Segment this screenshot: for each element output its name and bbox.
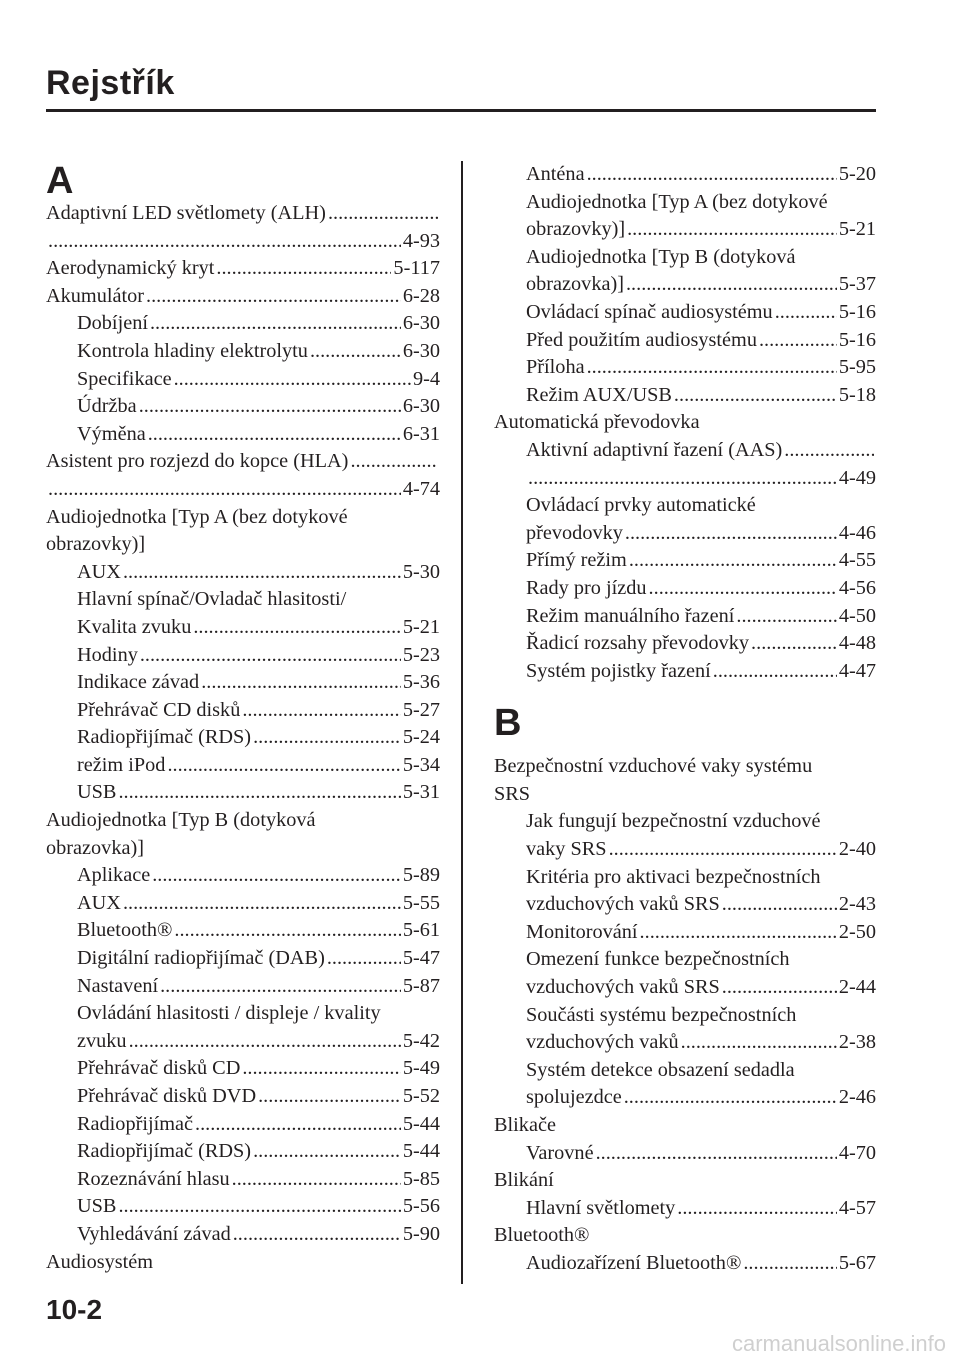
index-subentry [494,1057,876,1085]
dot-leader [751,630,837,658]
index-subentry [46,1166,440,1194]
index-subentry [494,465,876,493]
index-subentry [46,1138,440,1166]
index-subentry [494,437,876,465]
entry-text: Kritéria pro aktivaci bezpečnostních [526,865,821,888]
entry-page-ref: 2-44 [838,976,876,999]
dot-leader [736,603,836,631]
index-subentry [46,973,440,1001]
index-entry-list [46,200,440,1276]
index-subentry [494,658,876,686]
index-entry [46,476,440,504]
index-subentry [494,864,876,892]
entry-text: Audiojednotka [Typ A (bez dotykové [46,505,348,528]
entry-page-ref: 6-28 [402,284,440,307]
entry-page-ref: 6-30 [402,395,440,418]
entry-text: Blikání [494,1169,554,1192]
entry-text: Systém pojistky řazení [526,659,711,682]
entry-text: Přehrávač disků DVD [77,1085,257,1107]
entry-page-ref: 5-85 [402,1167,440,1190]
index-subentry [494,327,876,355]
index-subentry [494,299,876,327]
entry-page-ref: 5-67 [838,1251,876,1274]
entry-text: převodovky [526,521,623,544]
entry-page-ref: 5-16 [838,300,876,323]
index-subentry [494,575,876,603]
dot-leader [713,658,837,686]
index-subentry [46,890,440,918]
entry-text: USB [77,1195,117,1218]
index-entry [46,255,440,283]
entry-page-ref: 5-21 [838,218,876,241]
entry-text: Přehrávač CD disků [77,698,241,721]
dot-leader [258,1083,401,1111]
index-subentry [494,974,876,1002]
entry-text: Režim manuálního řazení [526,604,735,627]
page-number: 10-2 [46,1294,103,1325]
entry-page-ref: 4-48 [838,632,876,655]
dot-leader [232,1166,401,1194]
index-entry-list [494,161,876,685]
index-subentry [494,520,876,548]
entry-page-ref: 5-44 [402,1140,440,1163]
entry-text: obrazovky)] [526,218,626,241]
entry-text: Příloha [526,356,585,379]
entry-text: Údržba [77,395,137,418]
index-subentry [494,189,876,217]
index-subentry [46,421,440,449]
index-entry-list [494,753,876,1277]
entry-page-ref: 5-21 [402,615,440,638]
entry-text: obrazovka)] [526,273,624,296]
index-subentry [46,614,440,642]
entry-page-ref: 5-16 [838,328,876,351]
entry-text: Rozeznávání hlasu [77,1167,230,1190]
dot-leader [118,779,400,807]
index-entry [46,531,440,559]
index-subentry [46,1028,440,1056]
entry-page-ref: 5-34 [402,753,440,776]
index-subentry [494,1029,876,1057]
entry-text: Ovládací prvky automatické [526,494,756,517]
index-column-right [494,161,876,1278]
entry-text: Kontrola hladiny elektrolytu [77,339,308,362]
entry-page-ref: 4-55 [838,549,876,572]
entry-text: Specifikace [77,367,172,390]
dot-leader [627,216,837,244]
entry-page-ref: 6-30 [402,339,440,362]
dot-leader [626,271,837,299]
index-entry [46,807,440,835]
index-subentry [46,366,440,394]
entry-page-ref: 4-70 [838,1141,876,1164]
header-rule [46,109,876,112]
dot-leader [629,547,837,575]
entry-page-ref: 5-30 [402,560,440,583]
entry-text: Nastavení [77,974,159,997]
dot-leader [48,476,401,504]
index-subentry [494,603,876,631]
dot-leader [784,437,874,465]
index-subentry [46,338,440,366]
entry-page-ref: 5-27 [402,698,440,721]
entry-text: vzduchových vaků SRS [526,893,720,916]
dot-leader [624,1084,837,1112]
entry-text: Řadicí rozsahy převodovky [526,632,750,655]
dot-leader [160,973,401,1001]
dot-leader [722,891,837,919]
entry-page-ref: 5-90 [402,1222,440,1245]
dot-leader [48,228,401,256]
dot-leader [649,575,837,603]
entry-text: Blikače [494,1114,556,1136]
entry-page-ref: 2-46 [838,1086,876,1109]
entry-page-ref: 4-46 [838,521,876,544]
dot-leader [327,945,401,973]
entry-page-ref: 5-89 [402,864,440,887]
index-subentry [46,559,440,587]
entry-page-ref: 4-50 [838,604,876,627]
dot-leader [596,1140,837,1168]
entry-page-ref: 9-4 [412,367,440,390]
entry-text: Audiojednotka [Typ B (dotyková [46,809,316,832]
entry-text: AUX [77,560,121,583]
dot-leader [253,1138,401,1166]
entry-text: Režim AUX/USB [526,383,672,406]
dot-leader [150,310,401,338]
index-subentry [494,1250,876,1278]
section-letter-a: A [46,160,74,202]
entry-page-ref: 2-43 [838,893,876,916]
index-subentry [46,862,440,890]
dot-leader [587,161,837,189]
index-subentry [46,779,440,807]
entry-page-ref: 4-47 [838,659,876,682]
dot-leader [201,669,401,697]
entry-page-ref: 5-44 [402,1112,440,1135]
index-subentry [46,1221,440,1249]
index-entry [46,283,440,311]
entry-page-ref: 2-40 [838,838,876,861]
index-entry [494,1222,876,1250]
entry-text: Omezení funkce bezpečnostních [526,948,790,971]
entry-text: Adaptivní LED světlomety (ALH) [46,202,326,224]
entry-text: Hlavní světlomety [526,1196,676,1219]
dot-leader [140,642,401,670]
entry-text: Výměna [77,422,146,445]
index-entry [46,835,440,863]
entry-page-ref: 6-31 [402,422,440,445]
dot-leader [123,559,401,587]
index-subentry [494,630,876,658]
dot-leader [139,393,401,421]
index-subentry [46,945,440,973]
entry-text: Kvalita zvuku [77,615,192,638]
dot-leader [328,200,438,228]
index-subentry [494,1195,876,1223]
entry-text: Přehrávač disků CD [77,1057,241,1080]
entry-text: Hlavní spínač/Ovladač hlasitosti/ [77,588,347,611]
index-subentry [494,1084,876,1112]
entry-text: obrazovka)] [46,836,144,859]
index-subentry [46,697,440,725]
entry-page-ref: 5-23 [402,643,440,666]
dot-leader [681,1029,837,1057]
index-subentry [494,891,876,919]
index-subentry [46,393,440,421]
index-subentry [494,1002,876,1030]
entry-text: vzduchových vaků [526,1031,679,1054]
dot-leader [609,836,837,864]
entry-page-ref: 5-20 [838,163,876,185]
column-divider [461,161,463,1284]
entry-page-ref: 2-50 [838,920,876,943]
index-subentry [494,836,876,864]
entry-text: obrazovky)] [46,533,146,556]
dot-leader [152,862,401,890]
dot-leader [350,448,438,476]
entry-text: Audiozařízení Bluetooth® [526,1251,742,1274]
entry-text: Varovné [526,1141,594,1164]
entry-page-ref: 4-74 [402,477,440,500]
entry-text: Indikace závad [77,671,200,694]
index-entry [494,753,876,781]
index-subentry [494,244,876,272]
entry-text: spolujezdce [526,1086,622,1109]
page-title: Rejstřík [46,64,175,102]
index-entry [46,504,440,532]
index-subentry [494,216,876,244]
index-entry [46,1249,440,1277]
entry-page-ref: 5-52 [402,1085,440,1107]
dot-leader [625,520,837,548]
entry-text: zvuku [77,1029,127,1052]
entry-text: Bluetooth® [77,919,173,942]
entry-page-ref: 5-31 [402,781,440,804]
index-column-left [46,161,440,1276]
dot-leader [148,421,401,449]
entry-text: Aktivní adaptivní řazení (AAS) [526,438,783,461]
entry-page-ref: 5-42 [402,1029,440,1052]
dot-leader [216,255,391,283]
entry-text: Audiojednotka [Typ B (dotyková [526,245,796,268]
entry-text: Aplikace [77,864,151,887]
dot-leader [640,919,837,947]
index-subentry [494,492,876,520]
index-entry [494,1167,876,1195]
dot-leader [195,1111,401,1139]
dot-leader [242,1055,400,1083]
dot-leader [123,890,401,918]
watermark: carmanualsonline.info [731,1331,946,1356]
index-subentry [46,724,440,752]
entry-text: Audiojednotka [Typ A (bez dotykové [526,190,828,213]
dot-leader [167,752,400,780]
dot-leader [587,354,837,382]
entry-page-ref: 5-55 [402,891,440,914]
entry-text: Radiopřijímač (RDS) [77,1140,252,1163]
entry-text: Automatická převodovka [494,411,700,434]
dot-leader [253,724,401,752]
dot-leader [129,1028,401,1056]
dot-leader [174,366,411,394]
entry-text: Před použitím audiosystému [526,328,757,351]
dot-leader [146,283,401,311]
entry-page-ref: 5-56 [402,1195,440,1218]
dot-leader [233,1221,401,1249]
dot-leader [674,382,837,410]
index-entry [46,448,440,476]
index-subentry [46,1193,440,1221]
dot-leader [775,299,837,327]
index-entry [46,228,440,256]
entry-text: Hodiny [77,643,138,666]
entry-text: Systém detekce obsazení sedadla [526,1058,795,1081]
entry-text: Digitální radiopřijímač (DAB) [77,947,325,970]
index-subentry [494,946,876,974]
entry-text: Monitorování [526,920,638,943]
index-subentry [494,1140,876,1168]
index-subentry [46,752,440,780]
entry-text: Bluetooth® [494,1224,590,1247]
entry-text: USB [77,781,117,804]
entry-page-ref: 5-37 [838,273,876,296]
entry-text: vzduchových vaků SRS [526,976,720,999]
entry-page-ref: 5-95 [838,356,876,379]
entry-page-ref: 4-93 [402,229,440,252]
index-subentry [46,1055,440,1083]
index-subentry [494,547,876,575]
entry-text: Součásti systému bezpečnostních [526,1003,797,1026]
section-letter-b: B [494,702,522,745]
entry-page-ref: 5-18 [838,383,876,406]
entry-page-ref: 4-57 [838,1196,876,1219]
entry-page-ref: 6-30 [402,312,440,335]
index-entry [46,200,440,228]
index-entry [494,1112,876,1140]
entry-text: Aerodynamický kryt [46,257,215,280]
entry-text: SRS [494,782,531,805]
dot-leader [759,327,837,355]
index-subentry [46,669,440,697]
entry-text: Rady pro jízdu [526,576,647,599]
index-subentry [494,382,876,410]
index-subentry [46,917,440,945]
index-subentry [494,271,876,299]
index-entry [494,409,876,437]
dot-leader [242,697,400,725]
index-subentry [46,1000,440,1028]
entry-text: Přímý režim [526,549,627,572]
entry-text: Audiosystém [46,1250,154,1273]
dot-leader [174,917,400,945]
index-subentry [46,1083,440,1111]
entry-page-ref: 4-49 [838,466,876,489]
entry-page-ref: 5-49 [402,1057,440,1080]
entry-page-ref: 5-61 [402,919,440,942]
entry-text: Dobíjení [77,312,148,335]
index-entry [494,781,876,809]
dot-leader [193,614,400,642]
entry-text: Anténa [526,163,585,185]
entry-text: Radiopřijímač [77,1112,194,1135]
dot-leader [118,1193,400,1221]
entry-text: Vyhledávání závad [77,1222,231,1245]
entry-page-ref: 5-24 [402,726,440,749]
entry-page-ref: 5-117 [393,257,440,280]
entry-page-ref: 5-87 [402,974,440,997]
entry-text: Ovládací spínač audiosystému [526,300,773,323]
entry-text: Asistent pro rozjezd do kopce (HLA) [46,450,349,473]
index-subentry [494,808,876,836]
entry-page-ref: 5-47 [402,947,440,970]
index-subentry [46,1111,440,1139]
entry-text: AUX [77,891,121,914]
index-subentry [46,310,440,338]
entry-page-ref: 4-56 [838,576,876,599]
index-subentry [494,161,876,189]
dot-leader [310,338,401,366]
index-subentry [494,354,876,382]
index-subentry [494,919,876,947]
dot-leader [743,1250,836,1278]
entry-text: Akumulátor [46,284,145,307]
dot-leader [528,465,837,493]
entry-text: režim iPod [77,753,166,776]
entry-page-ref: 2-38 [838,1031,876,1054]
index-subentry [46,586,440,614]
index-subentry [46,642,440,670]
entry-text: Bezpečnostní vzduchové vaky systému [494,755,813,778]
entry-text: Ovládání hlasitosti / displeje / kvality [77,1002,381,1025]
entry-text: Radiopřijímač (RDS) [77,726,252,749]
dot-leader [677,1195,837,1223]
entry-text: vaky SRS [526,838,607,861]
dot-leader [722,974,837,1002]
entry-page-ref: 5-36 [402,671,440,694]
entry-text: Jak fungují bezpečnostní vzduchové [526,810,821,833]
